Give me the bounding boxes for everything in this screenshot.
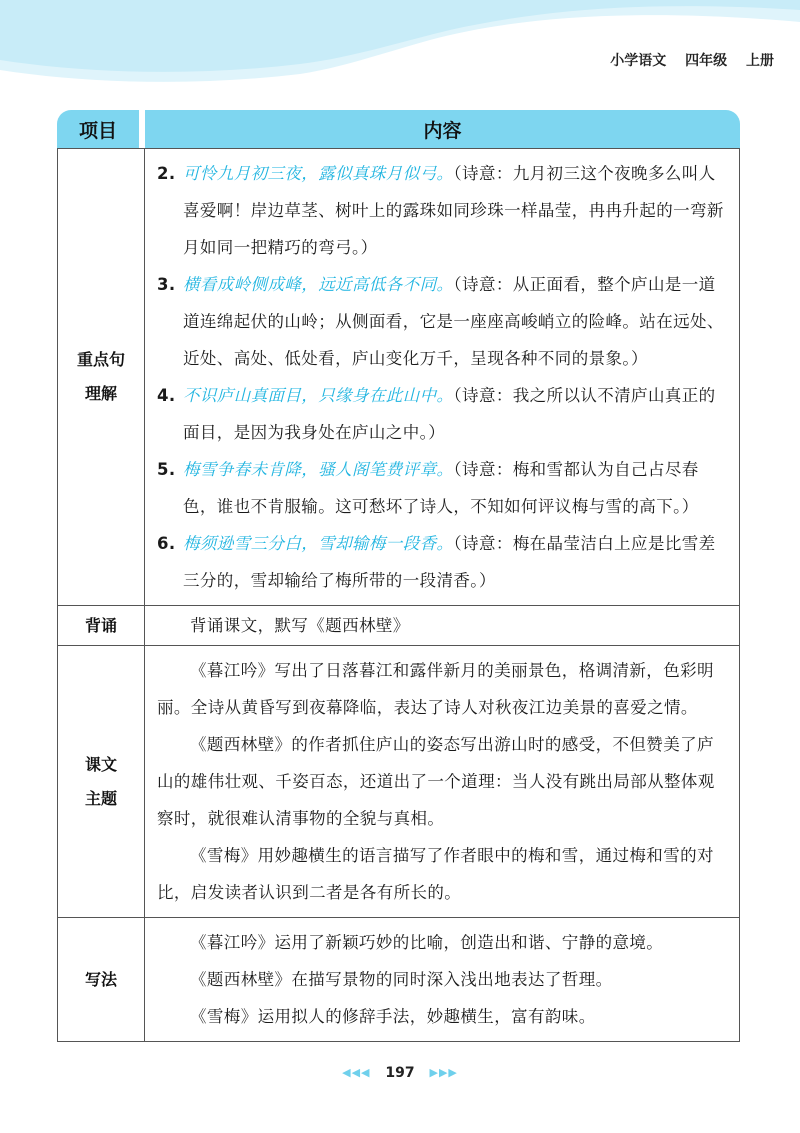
poem-line: 梅雪争春未肯降，骚人阁笔费评章。: [183, 460, 454, 479]
table-body: [57, 148, 740, 1042]
theme-paragraph: 《题西林壁》的作者抓住庐山的姿态写出游山时的感受，不但赞美了庐山的雄伟壮观、千姿百态，还道出了一个道理：当人没有跳出局部从整体观察时，就很难认清事物的全貌与真相。: [157, 735, 715, 828]
column-header-content: 内容: [145, 110, 740, 148]
writing-paragraph: 《暮江吟》运用了新颖巧妙的比喻，创造出和谐、宁静的意境。: [190, 933, 664, 952]
writing-paragraph: 《雪梅》运用拟人的修辞手法，妙趣横生，富有韵味。: [190, 1007, 596, 1026]
list-item: [157, 266, 729, 377]
row-recite: [58, 606, 740, 646]
theme-paragraph: 《暮江吟》写出了日落暮江和露伴新月的美丽景色，格调清新，色彩明丽。全诗从黄昏写到夜幕降临，表达了诗人对秋夜江边美景的喜爱之情。: [157, 661, 714, 717]
label-line: 理解: [84, 384, 117, 403]
label-line: 主题: [84, 788, 117, 808]
poem-line: 梅须逊雪三分白，雪却输梅一段香。: [183, 534, 454, 553]
list-item: [157, 155, 729, 266]
page-footer: [0, 1065, 800, 1081]
item-number: 5.: [157, 460, 176, 479]
poem-explanation: （诗意：九月初三这个夜晚多么叫人喜爱啊！岸边草茎、树叶上的露珠如同珍珠一样晶莹，冉冉升起的一弯新月如同一把精巧的弯弓。）: [183, 164, 724, 257]
theme-content: [145, 646, 740, 918]
row-theme: [58, 646, 740, 918]
page-number: 197: [385, 1065, 415, 1081]
header-wave-band: [0, 0, 800, 95]
arrow-right-icon: ▶▶▶: [429, 1066, 458, 1079]
book-info: [610, 50, 774, 70]
list-item: [157, 451, 729, 525]
theme-paragraph: 《雪梅》用妙趣横生的语言描写了作者眼中的梅和雪，通过梅和雪的对比，启发读者认识到二者是各有所长的。: [157, 846, 714, 902]
poem-explanation: （诗意：梅和雪都认为自己占尽春色，谁也不肯服输。这可愁坏了诗人，不知如何评议梅与雪的高下。）: [183, 460, 699, 516]
poem-line: 可怜九月初三夜，露似真珠月似弓。: [183, 164, 454, 183]
list-item: [157, 377, 729, 451]
list-item: [157, 525, 729, 599]
writing-paragraph: 《题西林壁》在描写景物的同时深入浅出地表达了哲理。: [190, 970, 613, 989]
poem-line: 横看成岭侧成峰，远近高低各不同。: [183, 275, 454, 294]
row-label-recite: 背诵: [58, 606, 145, 646]
column-header-item: 项目: [57, 110, 139, 148]
row-label-theme: [58, 646, 145, 918]
poem-explanation: （诗意：从正面看，整个庐山是一道道连绵起伏的山岭；从侧面看，它是一座座高峻峭立的险峰。站在远处、近处、高处、低处看，庐山变化万千，呈现各种不同的景象。）: [183, 275, 724, 368]
item-number: 2.: [157, 164, 176, 183]
item-number: 3.: [157, 275, 176, 294]
label-line: 重点句: [76, 350, 125, 369]
writing-content: [145, 918, 740, 1042]
recite-text: 背诵课文，默写《题西林壁》: [190, 616, 410, 635]
subject-label: 小学语文: [610, 53, 667, 69]
table-header: [57, 110, 740, 148]
recite-content: [145, 606, 740, 646]
grade-label: 四年级: [685, 53, 728, 69]
poem-explanation: （诗意：我之所以认不清庐山真正的面目，是因为我身处在庐山之中。）: [183, 386, 716, 442]
label-line: 课文: [84, 754, 117, 774]
row-key-sentences: [58, 149, 740, 606]
arrow-left-icon: ◀◀◀: [342, 1066, 371, 1079]
poem-explanation: （诗意：梅在晶莹洁白上应是比雪差三分的，雪却输给了梅所带的一段清香。）: [183, 534, 716, 590]
item-number: 4.: [157, 386, 176, 405]
item-number: 6.: [157, 534, 176, 553]
volume-label: 上册: [746, 53, 774, 69]
key-sentences-content: [145, 149, 740, 606]
row-label-key-sentences: [58, 149, 145, 606]
row-writing: [58, 918, 740, 1042]
row-label-writing: 写法: [58, 918, 145, 1042]
summary-table: [57, 110, 740, 1042]
poem-line: 不识庐山真面目，只缘身在此山中。: [183, 386, 454, 405]
